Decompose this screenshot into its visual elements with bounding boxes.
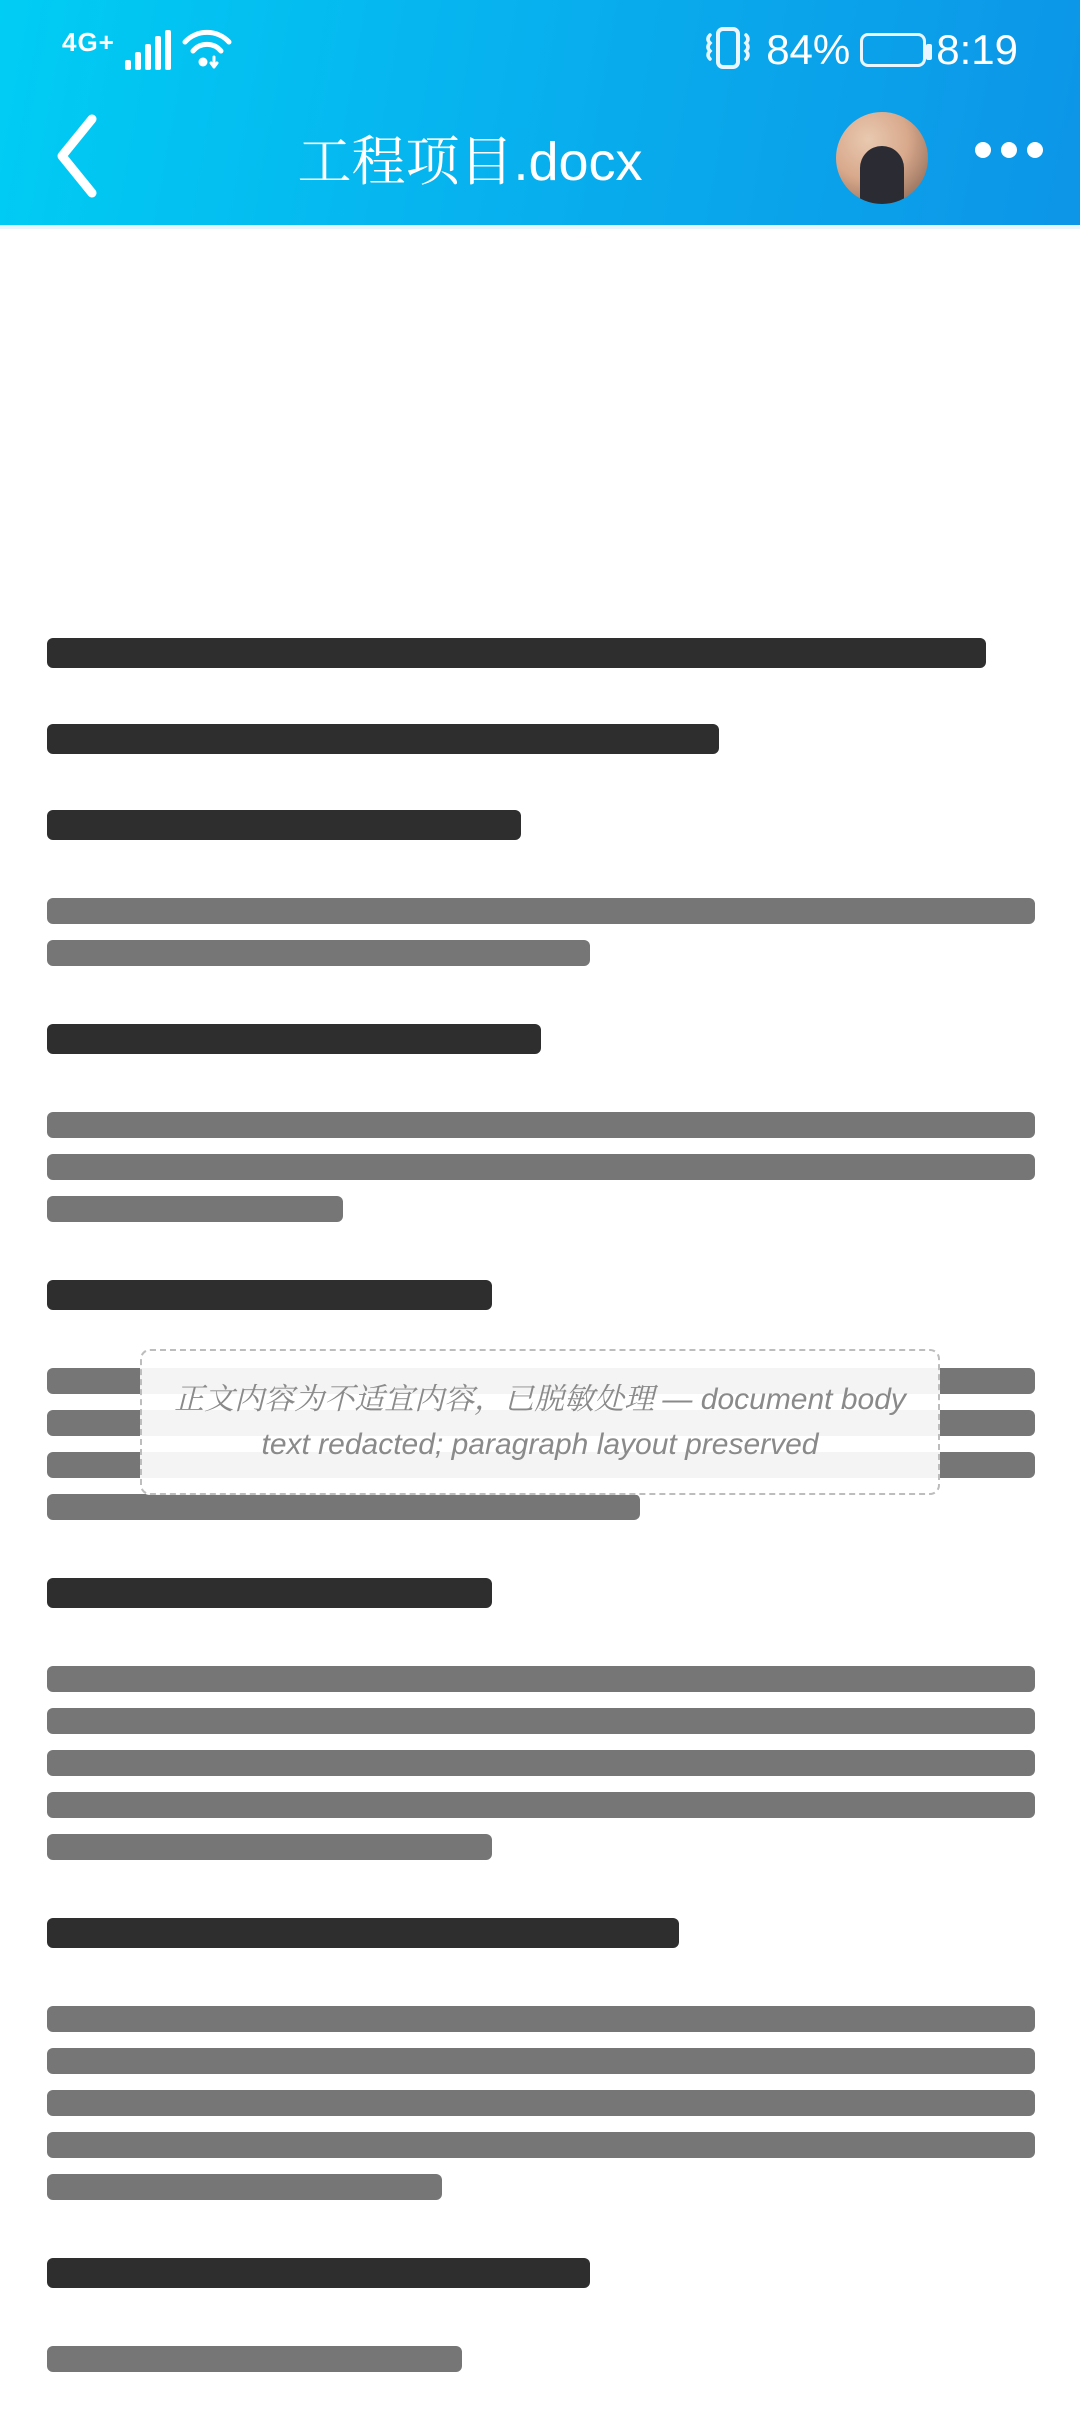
redacted-heading — [47, 2252, 1035, 2294]
redacted-text-line — [47, 2174, 442, 2200]
back-button[interactable] — [52, 108, 112, 208]
status-bar — [0, 0, 1080, 90]
battery-icon — [860, 33, 926, 67]
redacted-text-line — [47, 2132, 1035, 2158]
redacted-heading — [47, 1274, 1035, 1316]
ellipsis-menu-icon — [975, 142, 991, 158]
redacted-text-line — [47, 1750, 1035, 1776]
redacted-text-line — [47, 2006, 1035, 2032]
clock-label: 8:19 — [936, 26, 1018, 73]
redacted-text-line — [47, 1494, 640, 1520]
redacted-text-line — [47, 1792, 1035, 1818]
redacted-text-line — [47, 810, 521, 840]
document-scroll-area[interactable] — [0, 229, 1080, 2340]
redacted-text-line — [47, 2048, 1035, 2074]
redacted-text-line — [47, 1918, 679, 1948]
redacted-text-line — [47, 1578, 492, 1608]
redacted-text-line — [47, 898, 1035, 924]
redacted-heading — [47, 1018, 1035, 1060]
redacted-paragraph — [47, 890, 1035, 974]
signal-bars-icon — [125, 30, 171, 70]
more-menu-button[interactable] — [975, 142, 1043, 158]
redaction-notice: 正文内容为不适宜内容，已脱敏处理 — document body text redacted; paragraph layout preserved — [140, 1349, 940, 1495]
redacted-text-line — [47, 1280, 492, 1310]
redacted-text-line — [47, 1154, 1035, 1180]
redacted-heading — [47, 1912, 1035, 1954]
redacted-text-line — [47, 2090, 1035, 2116]
avatar[interactable] — [836, 112, 928, 204]
redacted-text-line — [47, 2346, 462, 2372]
battery-percent-label: 84% — [766, 26, 851, 73]
page-title: 工程项目.docx — [297, 132, 643, 192]
redacted-text-line — [47, 1196, 343, 1222]
doc-paragraphs — [47, 632, 1035, 2424]
redacted-heading — [47, 804, 1035, 846]
redacted-heading — [47, 632, 1035, 674]
redacted-heading — [47, 718, 1035, 760]
wifi-icon — [181, 26, 233, 75]
network-type-label: 4G+ — [62, 26, 115, 57]
redacted-text-line — [47, 2258, 590, 2288]
document-viewer-header — [0, 90, 1080, 225]
redacted-text-line — [47, 724, 719, 754]
redacted-text-line — [47, 1666, 1035, 1692]
redacted-text-line — [47, 1112, 1035, 1138]
redacted-text-line — [47, 1708, 1035, 1734]
redacted-paragraph — [47, 1658, 1035, 1868]
vibrate-phone-icon — [700, 25, 756, 76]
redacted-text-line — [47, 1024, 541, 1054]
redacted-text-line — [47, 638, 986, 668]
redacted-paragraph — [47, 1998, 1035, 2208]
redacted-text-line — [47, 1834, 492, 1860]
redacted-paragraph — [47, 2338, 1035, 2380]
chevron-left-icon — [52, 111, 102, 206]
redacted-text-line — [47, 940, 590, 966]
redacted-heading — [47, 1572, 1035, 1614]
redacted-paragraph — [47, 1104, 1035, 1230]
top-chrome — [0, 0, 1080, 225]
